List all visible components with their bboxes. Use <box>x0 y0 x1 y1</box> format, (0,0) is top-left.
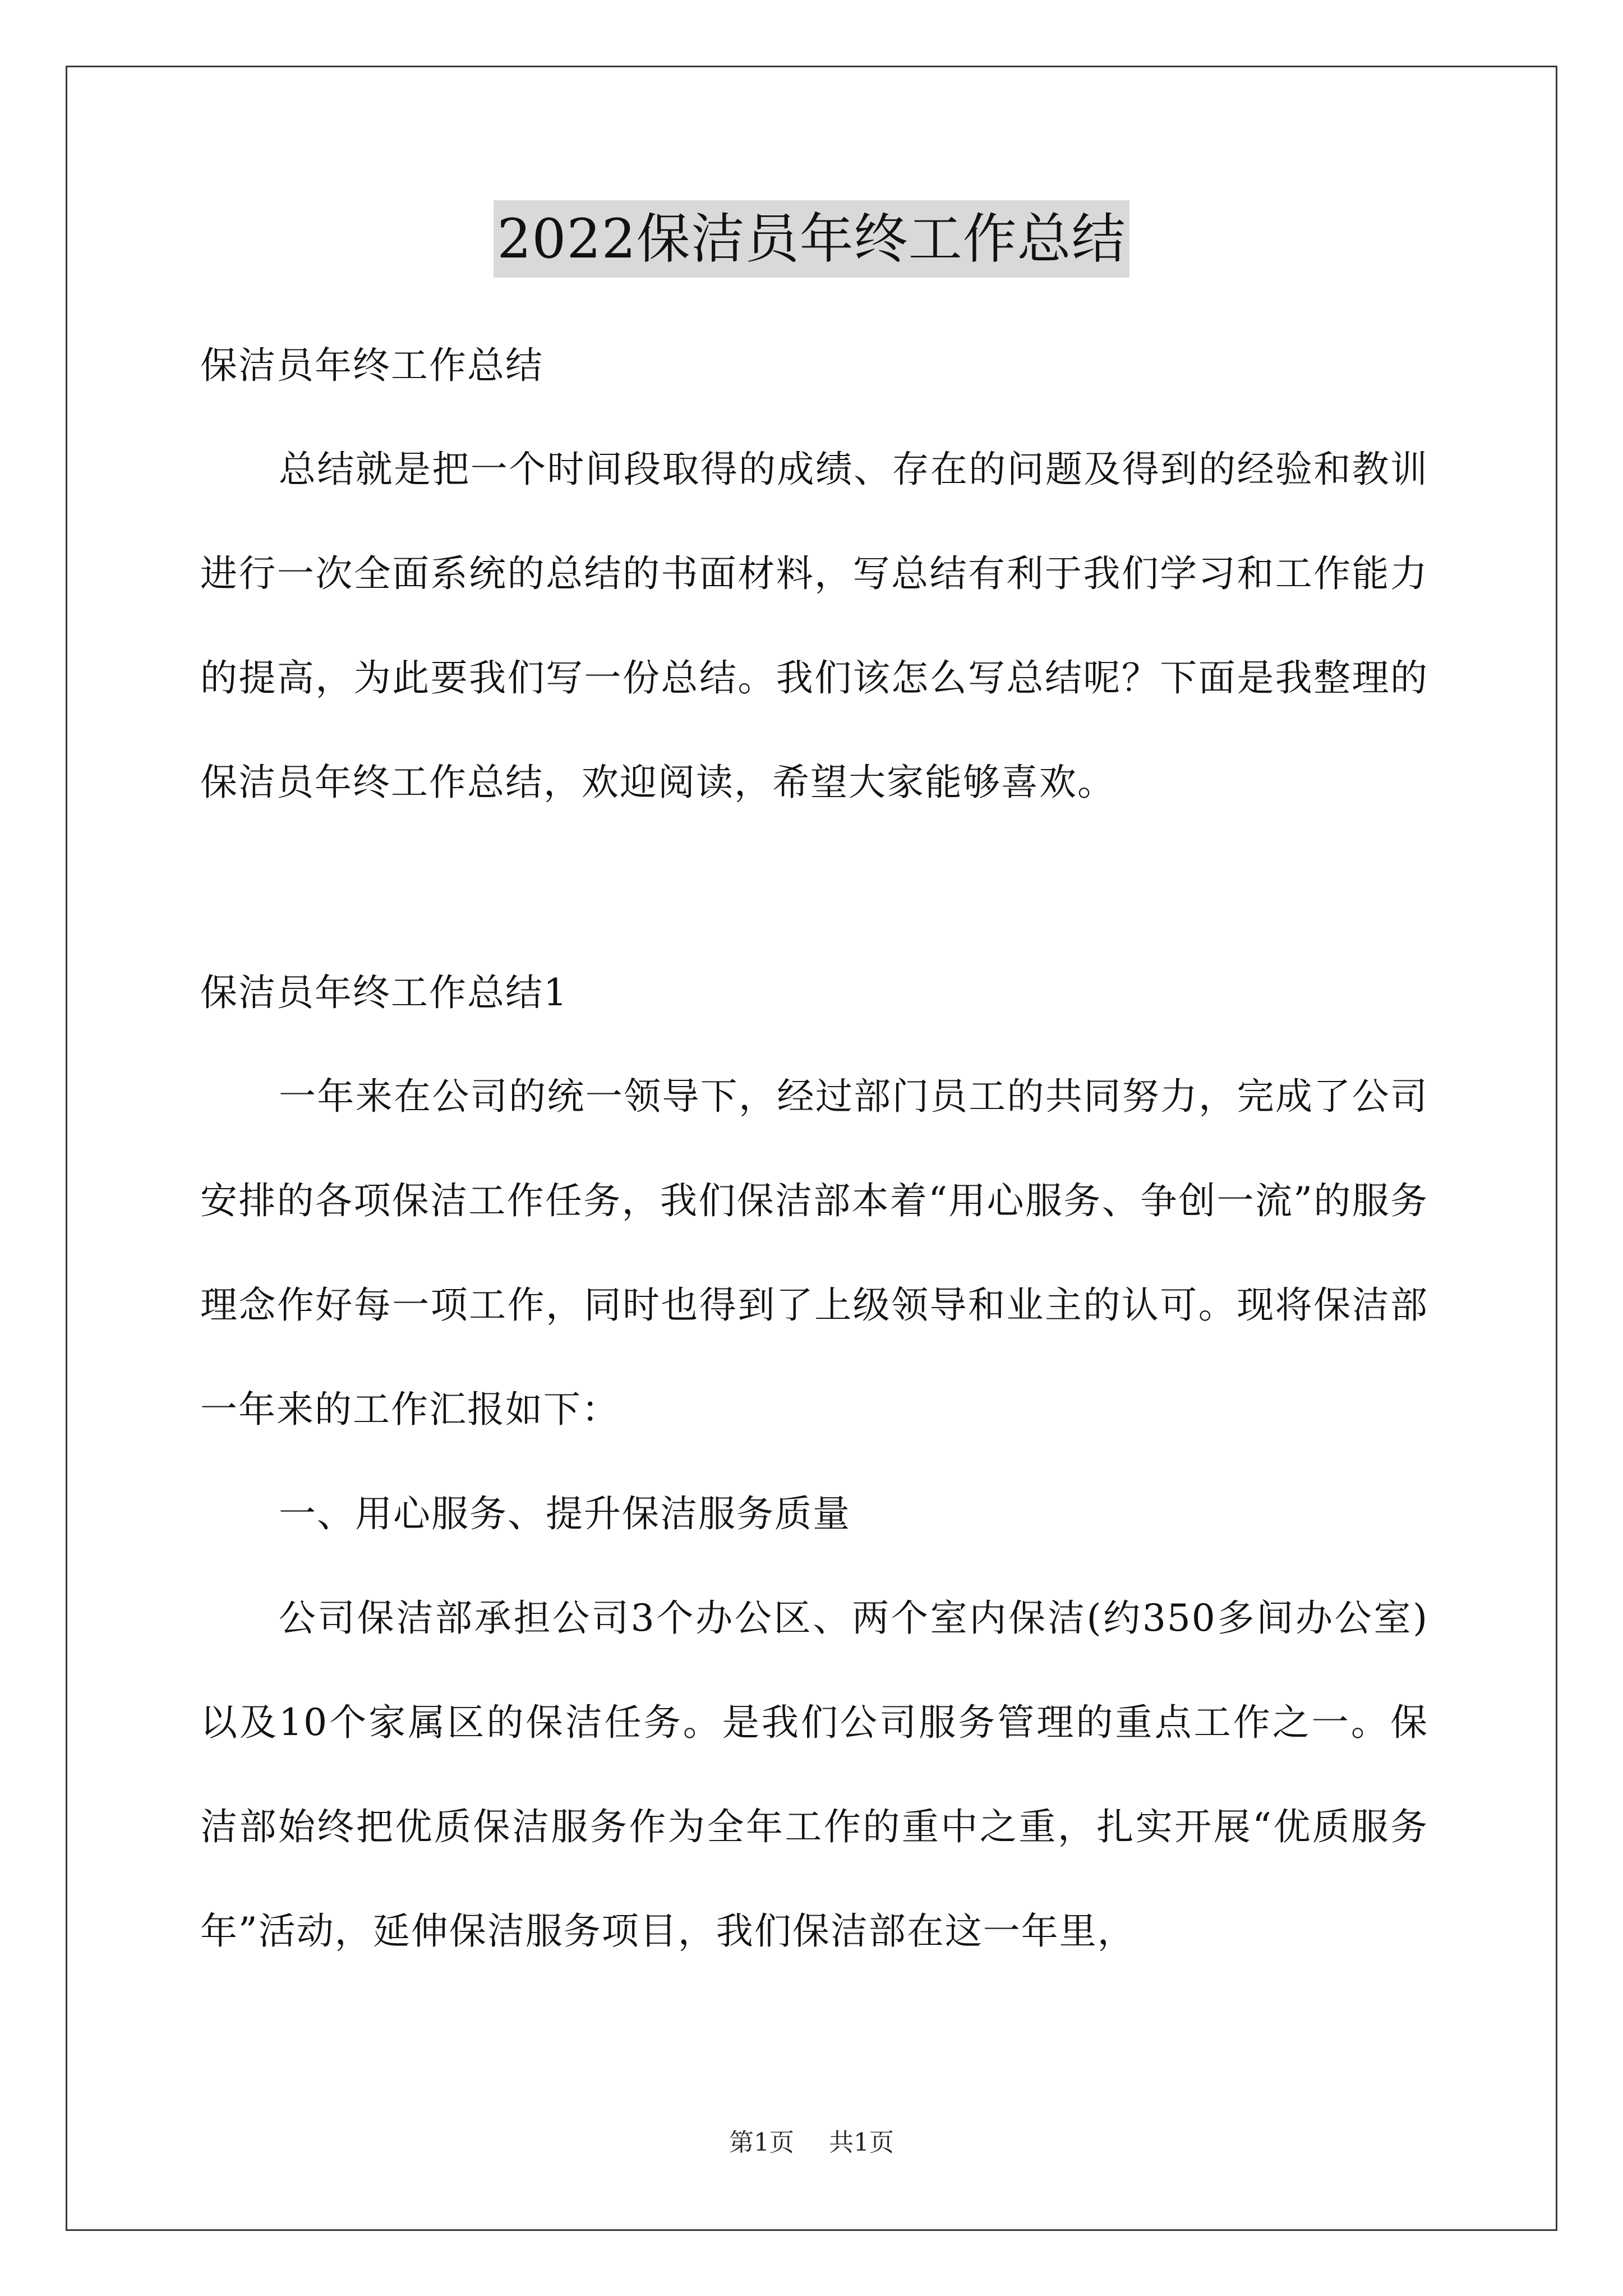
paragraph-gap <box>200 835 1428 941</box>
document-subtitle: 保洁员年终工作总结 <box>200 344 543 387</box>
intro-paragraph: 总结就是把一个时间段取得的成绩、存在的问题及得到的经验和教训进行一次全面系统的总结的书面材料，写总结有利于我们学习和工作能力的提高，为此要我们写一份总结。我们该怎么写总结呢？下面是我整理的保洁员年终工作总结，欢迎阅读，希望大家能够喜欢。 <box>200 448 1428 804</box>
section-paragraph-2: 公司保洁部承担公司3个办公区、两个室内保洁(约350多间办公室)以及10个家属区的保洁任务。是我们公司服务管理的重点工作之一。保洁部始终把优质保洁服务作为全年工作的重中之重，扎实开展“优质服务年”活动，延伸保洁服务项目，我们保洁部在这一年里， <box>200 1596 1428 1953</box>
page-footer <box>0 2126 1623 2160</box>
section-heading-one: 一、用心服务、提升保洁服务质量 <box>279 1492 851 1535</box>
title-container <box>0 200 1623 278</box>
section-paragraph-1: 一年来在公司的统一领导下，经过部门员工的共同努力，完成了公司安排的各项保洁工作任务，我们保洁部本着“用心服务、争创一流”的服务理念作好每一项工作，同时也得到了上级领导和业主的认可。现将保洁部一年来的工作汇报如下： <box>200 1075 1428 1431</box>
document-title: 2022保洁员年终工作总结 <box>494 200 1129 278</box>
section-title: 保洁员年终工作总结1 <box>200 971 568 1014</box>
page-number-total: 共1页 <box>829 2128 894 2157</box>
document-body <box>200 314 1428 1984</box>
page-number-current: 第1页 <box>729 2128 794 2157</box>
